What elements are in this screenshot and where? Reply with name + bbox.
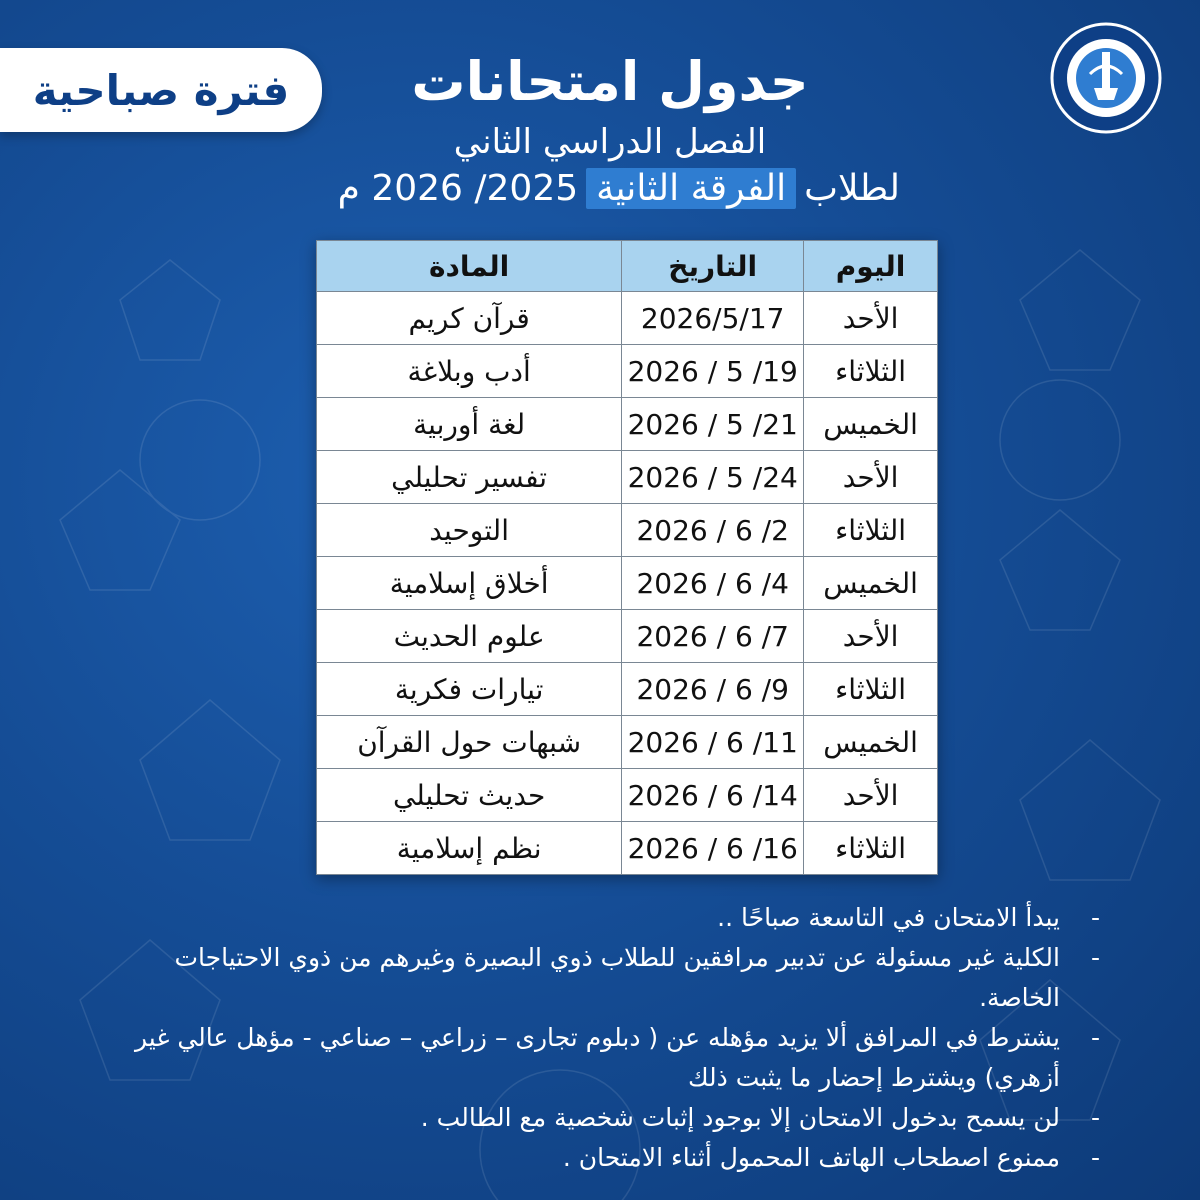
header-date: التاريخ bbox=[622, 241, 804, 292]
notes-list bbox=[108, 898, 1100, 1178]
audience-highlight: الفرقة الثانية bbox=[586, 168, 796, 209]
university-seal-icon bbox=[1050, 22, 1162, 134]
cell-subject: أدب وبلاغة bbox=[317, 345, 622, 398]
exam-schedule-table bbox=[316, 240, 938, 875]
semester-subtitle: الفصل الدراسي الثاني bbox=[453, 122, 767, 162]
note-item bbox=[108, 938, 1100, 1018]
cell-date: 2026 / 6 /9 bbox=[622, 663, 804, 716]
cell-day: الخميس bbox=[804, 716, 938, 769]
cell-date: 2026/5/17 bbox=[622, 292, 804, 345]
table-row bbox=[317, 504, 938, 557]
note-bullet: - bbox=[1090, 943, 1100, 972]
table-row bbox=[317, 822, 938, 875]
note-item bbox=[108, 898, 1100, 938]
cell-subject: تيارات فكرية bbox=[317, 663, 622, 716]
cell-subject: شبهات حول القرآن bbox=[317, 716, 622, 769]
cell-day: الخميس bbox=[804, 557, 938, 610]
cell-subject: أخلاق إسلامية bbox=[317, 557, 622, 610]
cell-date: 2026 / 5 /19 bbox=[622, 345, 804, 398]
note-bullet: - bbox=[1090, 1023, 1100, 1052]
table-row bbox=[317, 557, 938, 610]
cell-subject: قرآن كريم bbox=[317, 292, 622, 345]
cell-date: 2026 / 6 /4 bbox=[622, 557, 804, 610]
cell-date: 2026 / 6 /7 bbox=[622, 610, 804, 663]
cell-date: 2026 / 6 /11 bbox=[622, 716, 804, 769]
note-bullet: - bbox=[1090, 1143, 1100, 1172]
shift-label: فترة صباحية bbox=[32, 65, 290, 115]
cell-day: الثلاثاء bbox=[804, 822, 938, 875]
audience-prefix: لطلاب bbox=[804, 168, 900, 209]
cell-day: الثلاثاء bbox=[804, 663, 938, 716]
note-bullet: - bbox=[1090, 1103, 1100, 1132]
table-row bbox=[317, 345, 938, 398]
cell-day: الأحد bbox=[804, 610, 938, 663]
header-subject: المادة bbox=[317, 241, 622, 292]
cell-subject: نظم إسلامية bbox=[317, 822, 622, 875]
header-day: اليوم bbox=[804, 241, 938, 292]
cell-subject: تفسير تحليلي bbox=[317, 451, 622, 504]
cell-subject: التوحيد bbox=[317, 504, 622, 557]
cell-date: 2026 / 6 /2 bbox=[622, 504, 804, 557]
note-text: يشترط في المرافق ألا يزيد مؤهله عن ( دبلوم تجارى – زراعي – صناعي - مؤهل عالي غير أزهري) ويشترط إحضار ما يثبت ذلك bbox=[134, 1023, 1060, 1092]
cell-day: الأحد bbox=[804, 292, 938, 345]
cell-date: 2026 / 5 /21 bbox=[622, 398, 804, 451]
cell-date: 2026 / 6 /16 bbox=[622, 822, 804, 875]
table-row bbox=[317, 769, 938, 822]
table-row bbox=[317, 610, 938, 663]
table-row bbox=[317, 398, 938, 451]
page-title: جدول امتحانات bbox=[411, 50, 809, 113]
cell-subject: علوم الحديث bbox=[317, 610, 622, 663]
note-item bbox=[108, 1098, 1100, 1138]
cell-day: الثلاثاء bbox=[804, 345, 938, 398]
table-row bbox=[317, 292, 938, 345]
note-item bbox=[108, 1138, 1100, 1178]
cell-subject: لغة أوربية bbox=[317, 398, 622, 451]
note-text: لن يسمح بدخول الامتحان إلا بوجود إثبات شخصية مع الطالب . bbox=[420, 1103, 1060, 1132]
cell-subject: حديث تحليلي bbox=[317, 769, 622, 822]
note-text: الكلية غير مسئولة عن تدبير مرافقين للطلاب ذوي البصيرة وغيرهم من ذوي الاحتياجات الخاصة. bbox=[174, 943, 1060, 1012]
note-item bbox=[108, 1018, 1100, 1098]
academic-year: 2025/ 2026 م bbox=[337, 168, 579, 209]
audience-line bbox=[338, 168, 900, 209]
note-text: يبدأ الامتحان في التاسعة صباحًا .. bbox=[717, 903, 1060, 932]
note-bullet: - bbox=[1090, 903, 1100, 932]
cell-day: الخميس bbox=[804, 398, 938, 451]
cell-date: 2026 / 6 /14 bbox=[622, 769, 804, 822]
shift-badge bbox=[0, 48, 322, 132]
cell-date: 2026 / 5 /24 bbox=[622, 451, 804, 504]
table-row bbox=[317, 663, 938, 716]
cell-day: الثلاثاء bbox=[804, 504, 938, 557]
table-row bbox=[317, 451, 938, 504]
table-header-row bbox=[317, 241, 938, 292]
cell-day: الأحد bbox=[804, 769, 938, 822]
table-row bbox=[317, 716, 938, 769]
note-text: ممنوع اصطحاب الهاتف المحمول أثناء الامتحان . bbox=[562, 1143, 1060, 1172]
cell-day: الأحد bbox=[804, 451, 938, 504]
